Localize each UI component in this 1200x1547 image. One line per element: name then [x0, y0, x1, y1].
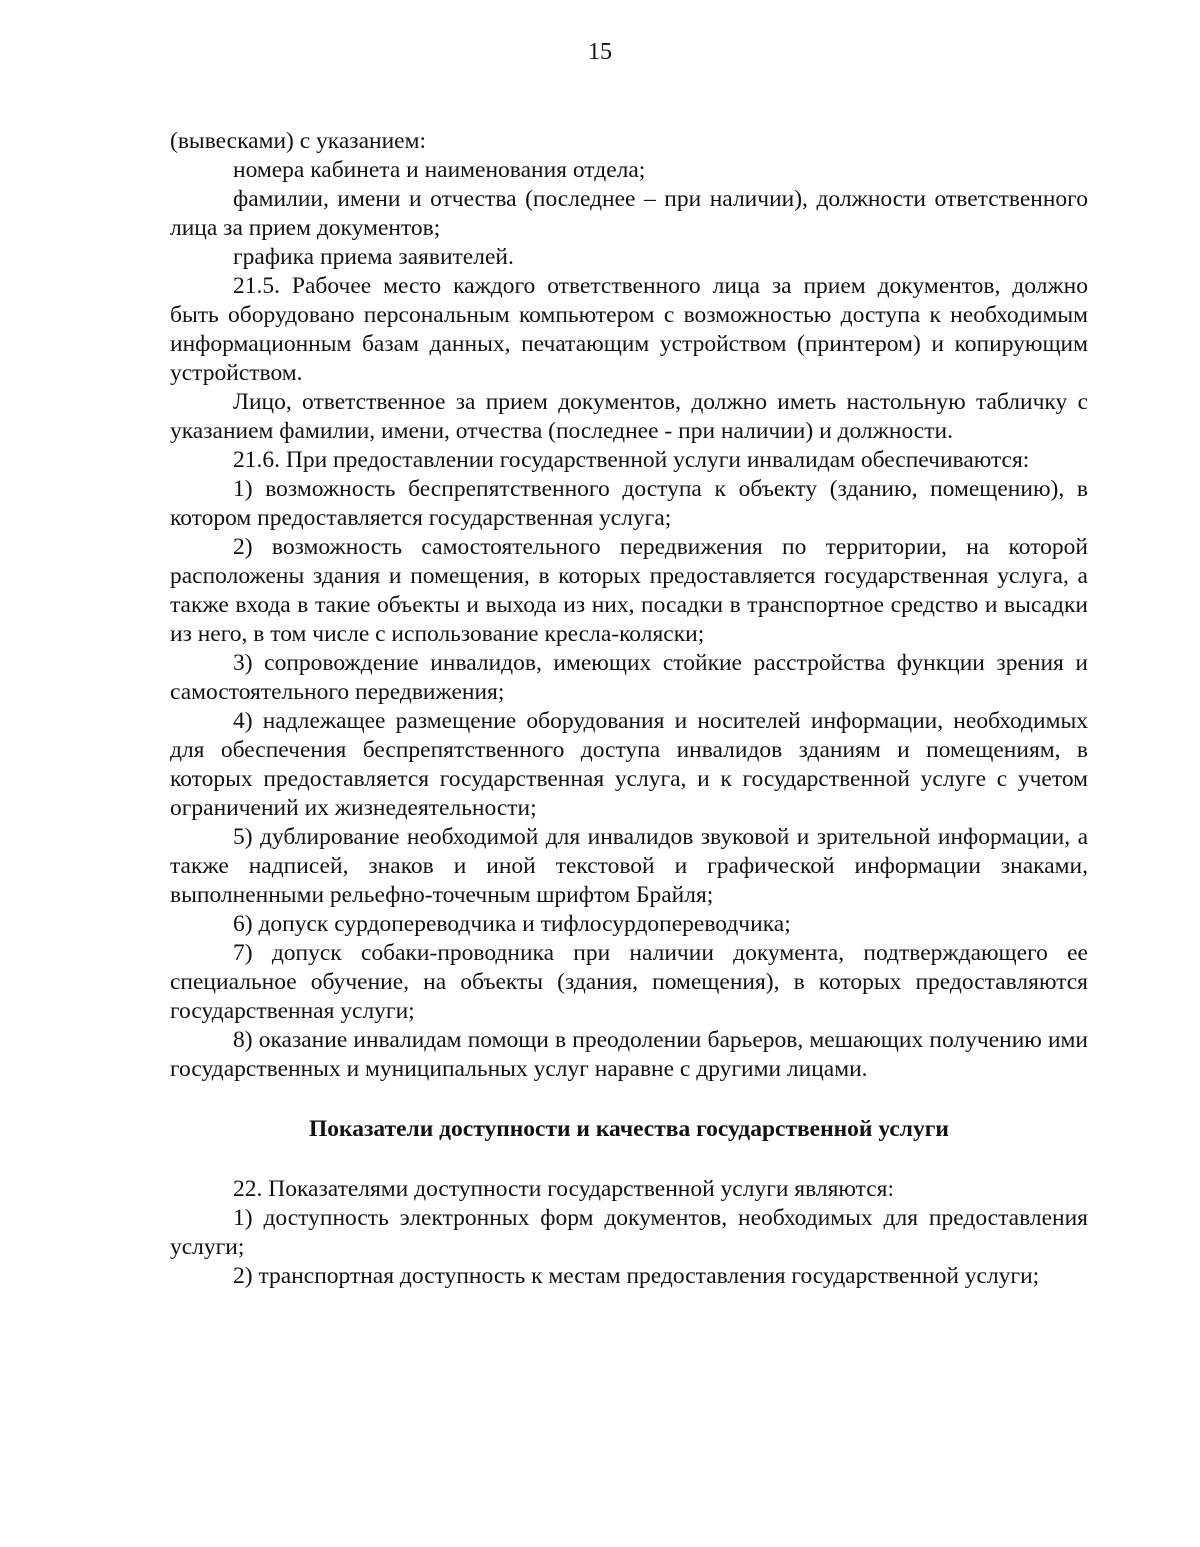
- list-item: 6) допуск сурдопереводчика и тифлосурдопереводчика;: [233, 911, 791, 937]
- paragraph: номера кабинета и наименования отдела;: [233, 157, 646, 183]
- list-item: 3) сопровождение инвалидов, имеющих стойкие расстройства функции зрения и самостоятельного передвижения;: [170, 650, 1088, 705]
- paragraph: графика приема заявителей.: [233, 244, 514, 270]
- section-heading: Показатели доступности и качества государственной услуги: [309, 1116, 949, 1142]
- paragraph: (вывесками) с указанием:: [170, 128, 426, 154]
- list-item: 2) транспортная доступность к местам предоставления государственной услуги;: [233, 1263, 1040, 1289]
- paragraph: фамилии, имени и отчества (последнее – при наличии), должности ответственного лица за прием документов;: [170, 186, 1088, 241]
- list-item: 2) возможность самостоятельного передвижения по территории, на которой расположены здания и помещения, в которых предоставляется государственная услуга, а также входа в такие объекты и выхода из них, посадки в транспортное средство и высадки из него, в том числе с использование кресла-коляски;: [170, 534, 1088, 647]
- list-item: 5) дублирование необходимой для инвалидов звуковой и зрительной информации, а также надписей, знаков и иной текстовой и графической информации знаками, выполненными рельефно-точечным шрифтом Брайля;: [170, 824, 1088, 908]
- paragraph: 21.6. При предоставлении государственной услуги инвалидам обеспечиваются:: [233, 447, 1030, 473]
- paragraph: 21.5. Рабочее место каждого ответственного лица за прием документов, должно быть оборудовано персональным компьютером с возможностью доступа к необходимым информационным базам данных, печатающим устройством (принтером) и копирующим устройством.: [170, 273, 1088, 386]
- list-item: 1) доступность электронных форм документов, необходимых для предоставления услуги;: [170, 1205, 1088, 1260]
- list-item: 4) надлежащее размещение оборудования и носителей информации, необходимых для обеспечения беспрепятственного доступа инвалидов зданиям и помещениям, в которых предоставляется государственная услуга, и к государственной услуге с учетом ограничений их жизнедеятельности;: [170, 708, 1088, 821]
- list-item: 1) возможность беспрепятственного доступа к объекту (зданию, помещению), в котором предоставляется государственная услуга;: [170, 476, 1088, 531]
- paragraph: 22. Показателями доступности государственной услуги являются:: [233, 1176, 895, 1202]
- list-item: 8) оказание инвалидам помощи в преодолении барьеров, мешающих получению ими государственных и муниципальных услуг наравне с другими лицами.: [170, 1027, 1088, 1082]
- document-body: [170, 127, 1088, 1291]
- page-number: 15: [588, 39, 612, 65]
- list-item: 7) допуск собаки-проводника при наличии документа, подтверждающего ее специальное обучение, на объекты (здания, помещения), в которых предоставляются государственная услуги;: [170, 940, 1088, 1024]
- paragraph: Лицо, ответственное за прием документов, должно иметь настольную табличку с указанием фамилии, имени, отчества (последнее - при наличии) и должности.: [170, 389, 1088, 444]
